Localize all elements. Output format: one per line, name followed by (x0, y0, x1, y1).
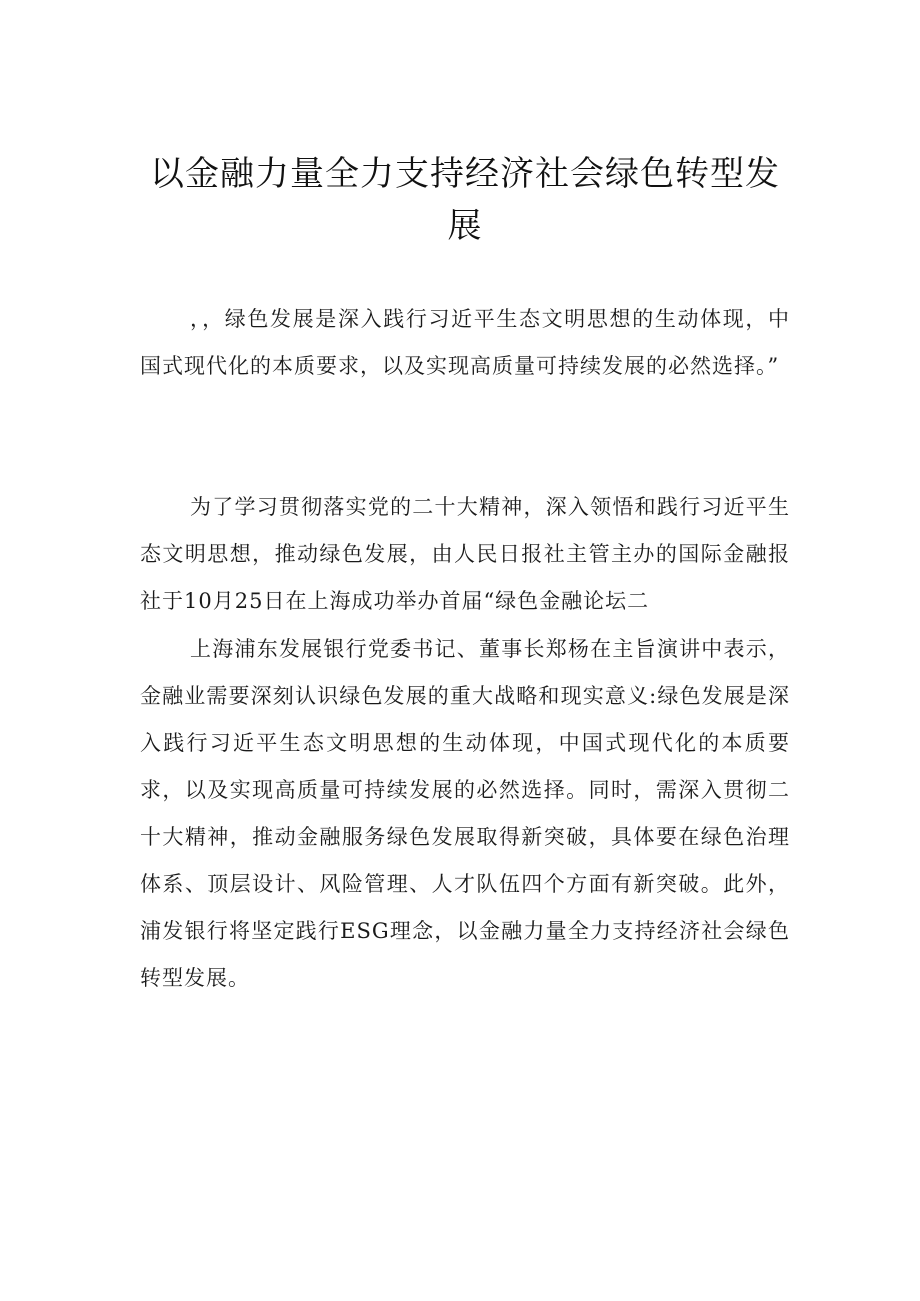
page-title: 以金融力量全力支持经济社会绿色转型发展 (150, 154, 780, 246)
paragraph-keynote-speech: 上海浦东发展银行党委书记、董事长郑杨在主旨演讲中表示，金融业需要深刻认识绿色发展的重大战略和现实意义:绿色发展是深入践行习近平生态文明思想的生动体现，中国式现代化的本质要求，以及实现高质量可持续发展的必然选择。同时，需深入贯彻二十大精神，推动金融服务绿色发展取得新突破，具体要在绿色治理体系、顶层设计、风险管理、人才队伍四个方面有新突破。此外，浦发银行将坚定践行ESG理念，以金融力量全力支持经济社会绿色转型发展。 (140, 637, 790, 990)
paragraph-intro-quote: ，，绿色发展是深入践行习近平生态文明思想的生动体现，中国式现代化的本质要求，以及实现高质量可持续发展的必然选择。” (140, 307, 790, 378)
paragraph-forum-background: 为了学习贯彻落实党的二十大精神，深入领悟和践行习近平生态文明思想，推动绿色发展，由人民日报社主管主办的国际金融报社于10月25日在上海成功举办首届“绿色金融论坛二 (140, 495, 790, 613)
